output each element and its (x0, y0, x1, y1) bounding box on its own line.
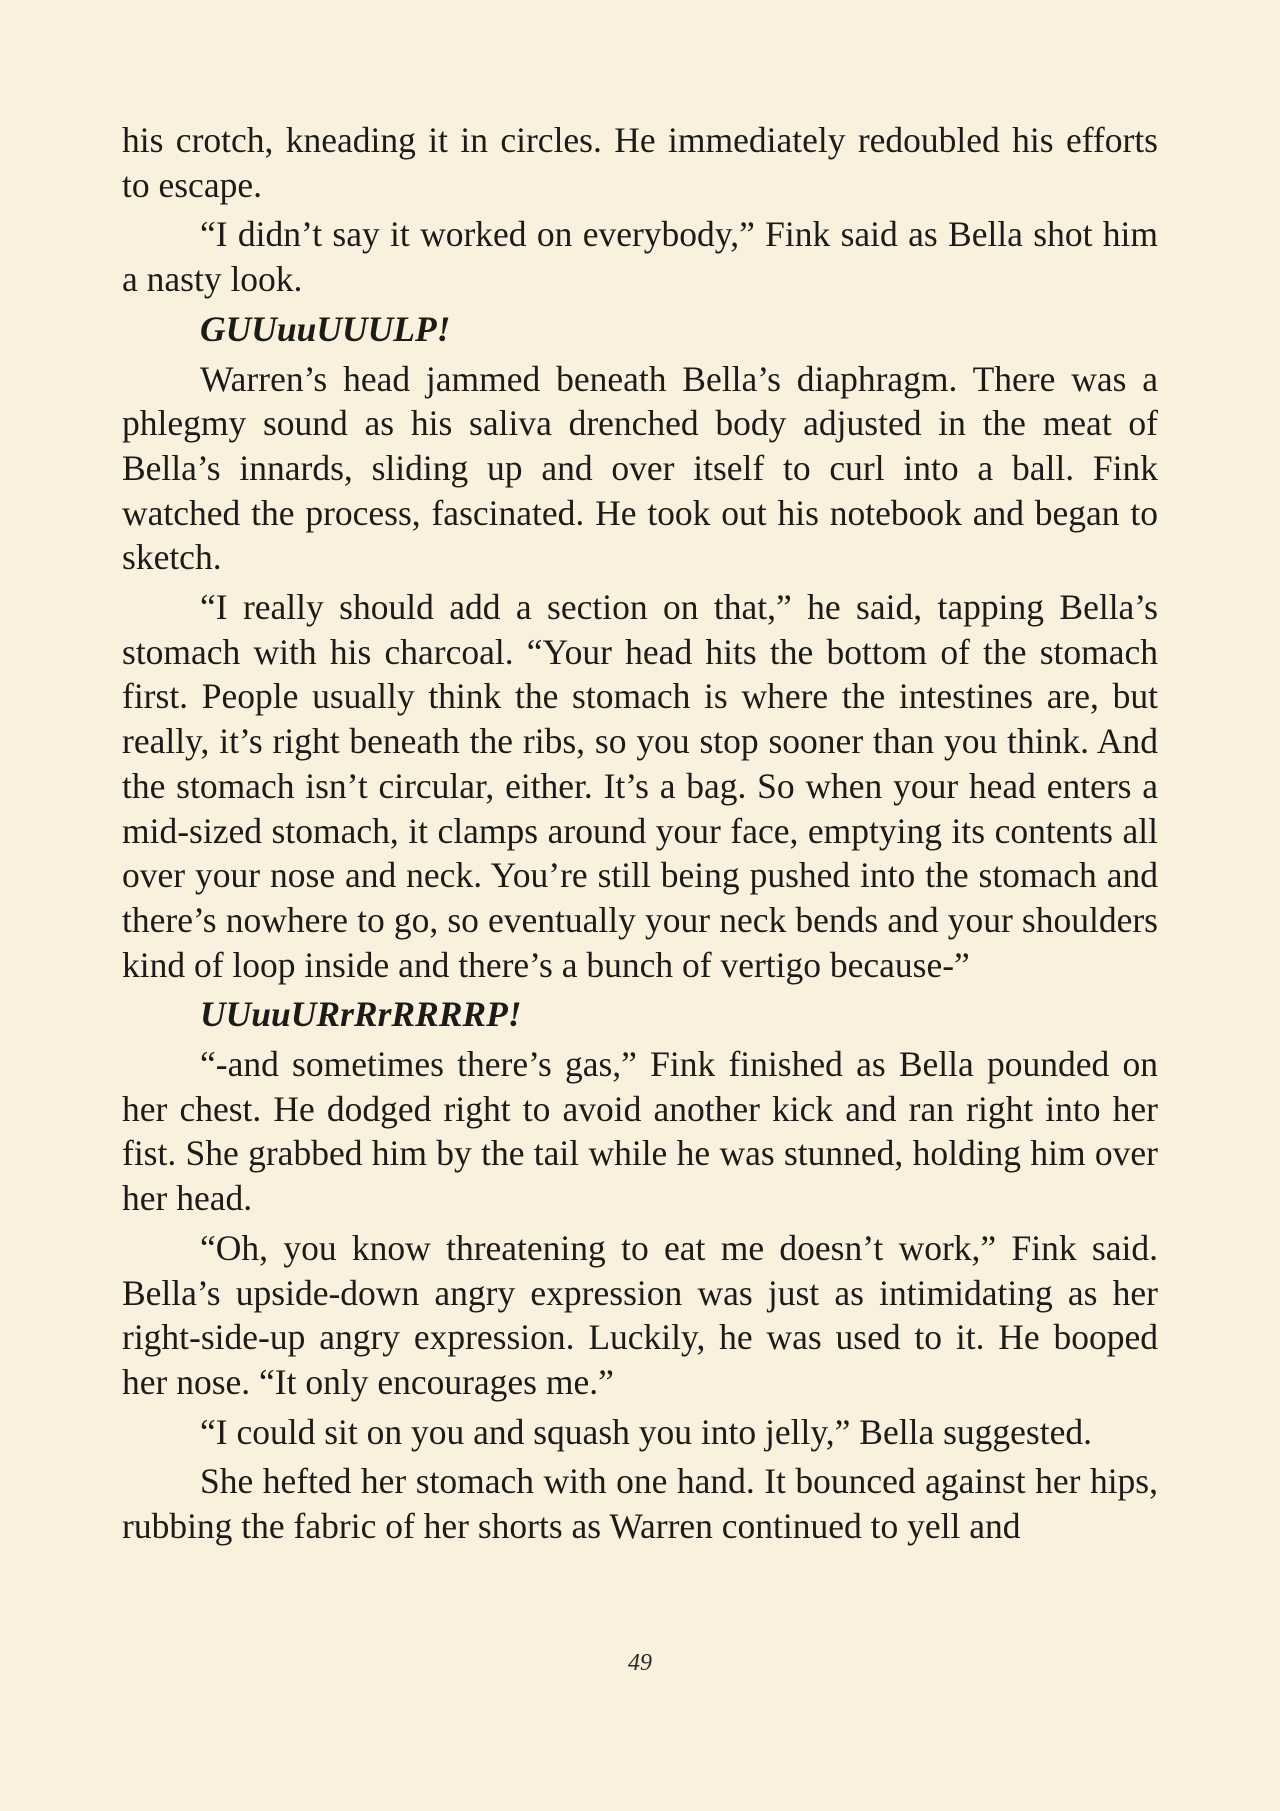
paragraph: “Oh, you know threatening to eat me doesn’t work,” Fink said. Bella’s upside-down angry expression was just as intimidating as her right-side-up angry expression. Luckily, he was used to it. He booped her nose. “It only encourages me.” (122, 1227, 1158, 1402)
paragraph: “I really should add a section on that,” he said, tapping Bella’s stomach with his charcoal. “Your head hits the bottom of the stomach first. People usually think the stomach is where the intestines are, but really, it’s right beneath the ribs, so you stop sooner than you think. And the stomach isn’t circular, either. It’s a bag. So when your head enters a mid-sized stomach, it clamps around your face, emptying its contents all over your nose and neck. You’re still being pushed into the stomach and there’s nowhere to go, so eventually your neck bends and your shoulders kind of loop inside and there’s a bunch of vertigo because-” (122, 587, 1158, 985)
paragraph: “-and sometimes there’s gas,” Fink finished as Bella pounded on her chest. He dodged right to avoid another kick and ran right into her fist. She grabbed him by the tail while he was stunned, holding him over her head. (122, 1044, 1158, 1219)
sound-effect: UUuuURrRrRRRRP! (200, 994, 522, 1035)
page-number: 49 (628, 1650, 652, 1676)
paragraph: his crotch, kneading it in circles. He immediately redoubled his efforts to escape. (122, 120, 1158, 205)
sound-effect: GUUuuUUULP! (200, 308, 451, 349)
paragraph: She hefted her stomach with one hand. It bounced against her hips, rubbing the fabric of her shorts as Warren continued to yell and (122, 1461, 1158, 1547)
paragraph: “I didn’t say it worked on everybody,” Fink said as Bella shot him a nasty look. (122, 214, 1158, 300)
body-text (122, 118, 1158, 1554)
paragraph: Warren’s head jammed beneath Bella’s diaphragm. There was a phlegmy sound as his saliva drenched body adjusted in the meat of Bella’s innards, sliding up and over itself to curl into a ball. Fink watched the process, fascinated. He took out his notebook and began to sketch. (122, 358, 1158, 578)
paragraph: “I could sit on you and squash you into jelly,” Bella suggested. (200, 1411, 1092, 1452)
